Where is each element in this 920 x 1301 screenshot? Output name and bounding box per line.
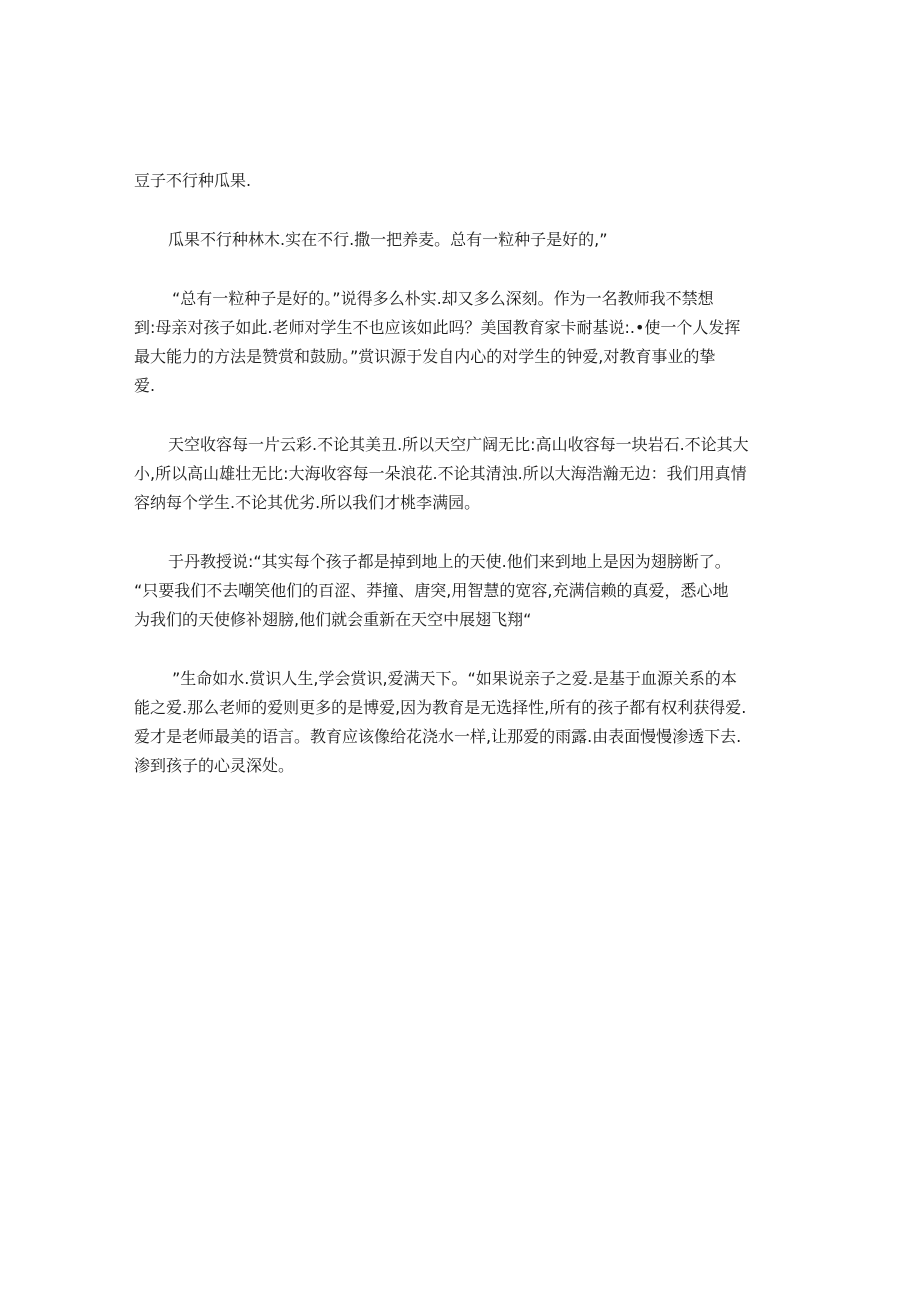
paragraph-6 bbox=[134, 664, 794, 780]
paragraph-line: 最大能力的方法是赞赏和鼓励。”赏识源于发自内心的对学生的钟爱,对教育事业的挚 bbox=[134, 347, 716, 366]
paragraph-line: 为我们的天使修补翅膀,他们就会重新在天空中展翅飞翔“ bbox=[134, 610, 532, 629]
paragraph-line: 天空收容每一片云彩.不论其美丑.所以天空广阔无比:高山收容每一块岩石.不论其大 bbox=[168, 435, 749, 454]
paragraph-4 bbox=[134, 430, 794, 517]
paragraph-line: 小,所以高山雄壮无比:大海收容每一朵浪花.不论其清浊.所以大海浩瀚无边：我们用真情 bbox=[134, 464, 747, 483]
paragraph-2 bbox=[134, 225, 794, 254]
paragraph-line: 爱才是老师最美的语言。教育应该像给花浇水一样,让那爱的雨露.由表面慢慢渗透下去. bbox=[134, 727, 742, 746]
paragraph-line: 于丹教授说:“其实每个孩子都是掉到地上的天使.他们来到地上是因为翅膀断了。 bbox=[168, 552, 731, 571]
paragraph-line: “总有一粒种子是好的。”说得多么朴实.却又多么深刻。作为一名教师我不禁想 bbox=[172, 289, 714, 308]
paragraph-line: ”生命如水.赏识人生,学会赏识,爱满天下。“如果说亲子之爱.是基于血源关系的本 bbox=[172, 669, 737, 688]
paragraph-line: 爱. bbox=[134, 376, 156, 395]
paragraph-line: 到:母亲对孩子如此.老师对学生不也应该如此吗？美国教育家卡耐基说:.•使一个人发挥 bbox=[134, 318, 741, 337]
paragraph-line: 瓜果不行种林木.实在不行.撒一把养麦。总有一粒种子是好的,” bbox=[168, 230, 608, 249]
paragraph-line: 容纳每个学生.不论其优劣.所以我们才桃李满园。 bbox=[134, 493, 481, 512]
paragraph-line: 渗到孩子的心灵深处。 bbox=[134, 756, 295, 775]
paragraph-3 bbox=[134, 284, 794, 400]
paragraph-line: “只要我们不去嘲笑他们的百涩、莽撞、唐突,用智慧的宽容,充满信赖的真爱，悉心地 bbox=[134, 581, 729, 600]
paragraph-line: 豆子不行种瓜果. bbox=[134, 171, 252, 190]
document-body bbox=[134, 166, 794, 810]
paragraph-5 bbox=[134, 547, 794, 634]
paragraph-line: 能之爱.那么老师的爱则更多的是博爱,因为教育是无选择性,所有的孩子都有权利获得爱. bbox=[134, 698, 747, 717]
paragraph-1 bbox=[134, 166, 794, 195]
